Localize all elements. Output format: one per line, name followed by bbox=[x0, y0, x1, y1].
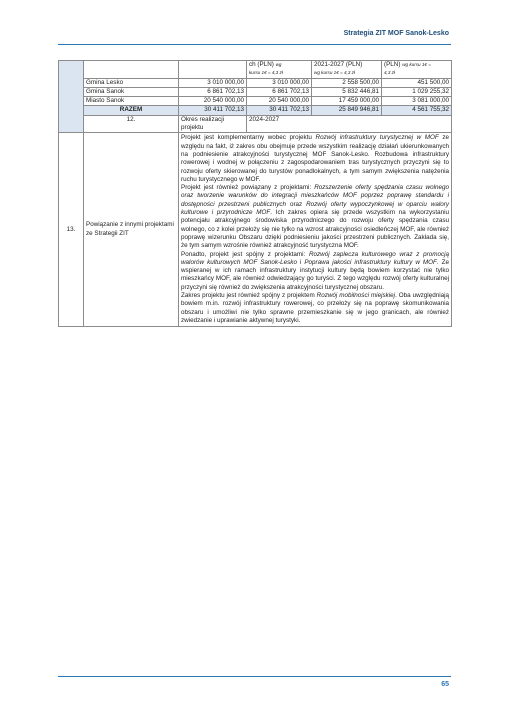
document-header-title: Strategia ZIT MOF Sanok-Lesko bbox=[343, 30, 449, 37]
paragraph: Ponadto, projekt jest spójny z projektami: Rozwój zaplecza kulturowego wraz z promocją walorów kulturowych MOF Sanok-Lesko i Poprawa jakości infrastruktury kultury w MOF. Ze wspieranej w ich ramach infrastruktury instytucji kultury będą bowiem korzystać nie tylko mieszkańcy MOF, ale również odwiedzający go turyści. Z tego względu rozwój oferty kulturalnej przyczyni się również do zwiększenia atrakcyjności turystycznej obszaru. bbox=[181, 250, 449, 291]
funding-number-cell bbox=[59, 61, 84, 133]
paragraph: Projekt jest komplementarny wobec projektu Rozwój infrastruktury turystycznej w MOF ze względu na fakt, iż zakres obu obejmuje przede wszystkim realizację działań ukierunkowanych na podniesienie atrakcyjności turystycznej MOF Sanok-Lesko. Rozbudowa infrastruktury rowerowej i wodnej w połączeniu z zagospodarowaniem tras turystycznych przyczyni się to rozwoju oferty skierowanej do turystów ponadlokalnych, a tym samym zwiększenia natężenia ruchu turystycznego w MOF. bbox=[181, 134, 449, 183]
total-label: RAZEM bbox=[84, 106, 179, 115]
row-value: 451 500,00 bbox=[382, 78, 452, 87]
col2-main: ch (PLN) bbox=[249, 61, 274, 68]
row-value: 3 010 000,00 bbox=[179, 78, 247, 87]
table-row bbox=[59, 78, 452, 87]
row-value: 2024-2027 bbox=[247, 115, 452, 133]
total-value: 30 411 702,13 bbox=[247, 106, 312, 115]
row-label: Gmina Sanok bbox=[84, 87, 179, 96]
col4-sub1: wg kursu 1€ = bbox=[402, 62, 431, 67]
col4-sub2: 4,3 zł bbox=[384, 70, 395, 76]
row-number: 12. bbox=[84, 115, 179, 133]
col3-main: 2021-2027 (PLN) bbox=[314, 61, 363, 68]
total-value: 30 411 702,13 bbox=[179, 106, 247, 115]
funding-header-col3 bbox=[312, 61, 382, 79]
table-row bbox=[59, 87, 452, 96]
row-label: Okres realizacji projektu bbox=[179, 115, 247, 133]
related-projects-description bbox=[179, 133, 452, 327]
row-value: 5 832 446,81 bbox=[312, 87, 382, 96]
table-row-13 bbox=[59, 133, 452, 327]
funding-header-blank bbox=[84, 61, 179, 79]
table-row bbox=[59, 97, 452, 106]
funding-header-col1 bbox=[179, 61, 247, 79]
col2-sub2: kursu 1€ = 4,3 zł bbox=[249, 70, 283, 76]
row-value: 20 540 000,00 bbox=[179, 97, 247, 106]
row-value: 1 029 255,32 bbox=[382, 87, 452, 96]
funding-header-col4 bbox=[382, 61, 452, 79]
paragraph: Projekt jest również powiązany z projektami: Rozszerzenie oferty spędzania czasu wolnego oraz tworzenie warunków do integracji mieszkańców MOF poprzez poprawę standardu i dostępności przestrzeni publicznych oraz Rozwój oferty wypoczynkowej w oparciu walory kulturowe i przyrodnicze MOF. Ich zakres opiera się przede wszystkim na wykorzystaniu potencjału atrakcyjnego środowiska przyrodniczego do rozwoju oferty spędzania czasu wolnego, co z kolei przełoży się nie tylko na wzrost atrakcyjności osiedleńczej MOF, ale również poprawę wizerunku Obszaru dzięki podniesieniu jakości przestrzeni publicznych. Zakłada się, że tym samym wzrośnie również atrakcyjność turystyczna MOF. bbox=[181, 184, 449, 250]
row-label: Miasto Sanok bbox=[84, 97, 179, 106]
total-row bbox=[59, 106, 452, 115]
row-value: 3 010 000,00 bbox=[247, 78, 312, 87]
row-value: 6 861 702,13 bbox=[179, 87, 247, 96]
col4-main: (PLN) bbox=[384, 61, 401, 68]
footer-divider bbox=[58, 676, 451, 677]
row-label: Powiązanie z innymi projektami ze Strategii ZIT bbox=[84, 133, 179, 327]
project-details-table bbox=[58, 60, 452, 327]
row-value: 17 459 000,00 bbox=[312, 97, 382, 106]
row-value: 3 081 000,00 bbox=[382, 97, 452, 106]
row-value: 20 540 000,00 bbox=[247, 97, 312, 106]
table-row-12 bbox=[59, 115, 452, 133]
total-value: 4 561 755,32 bbox=[382, 106, 452, 115]
row-value: 6 861 702,13 bbox=[247, 87, 312, 96]
total-value: 25 849 946,81 bbox=[312, 106, 382, 115]
row-number: 13. bbox=[59, 133, 84, 327]
header-divider bbox=[58, 44, 451, 45]
row-label: Gmina Lesko bbox=[84, 78, 179, 87]
page-number: 65 bbox=[441, 681, 449, 688]
funding-header-col2 bbox=[247, 61, 312, 79]
col2-sub1: wg bbox=[275, 62, 282, 67]
paragraph: Zakres projektu jest również spójny z projektem Rozwój mobilności miejskiej. Oba uwzględniają bowiem m.in. rozwój infrastruktury rowerowej, co przełoży się na poprawę skomunikowania obszaru i umożliwi nie tylko sprawne przemieszkanie się w jego granicach, ale również zwiedzanie i uprawianie aktywnej turystyki. bbox=[181, 292, 449, 324]
funding-header-row bbox=[59, 61, 452, 79]
row-value: 2 558 500,00 bbox=[312, 78, 382, 87]
col3-sub: wg kursu 1€ = 4,3 zł bbox=[314, 70, 355, 76]
